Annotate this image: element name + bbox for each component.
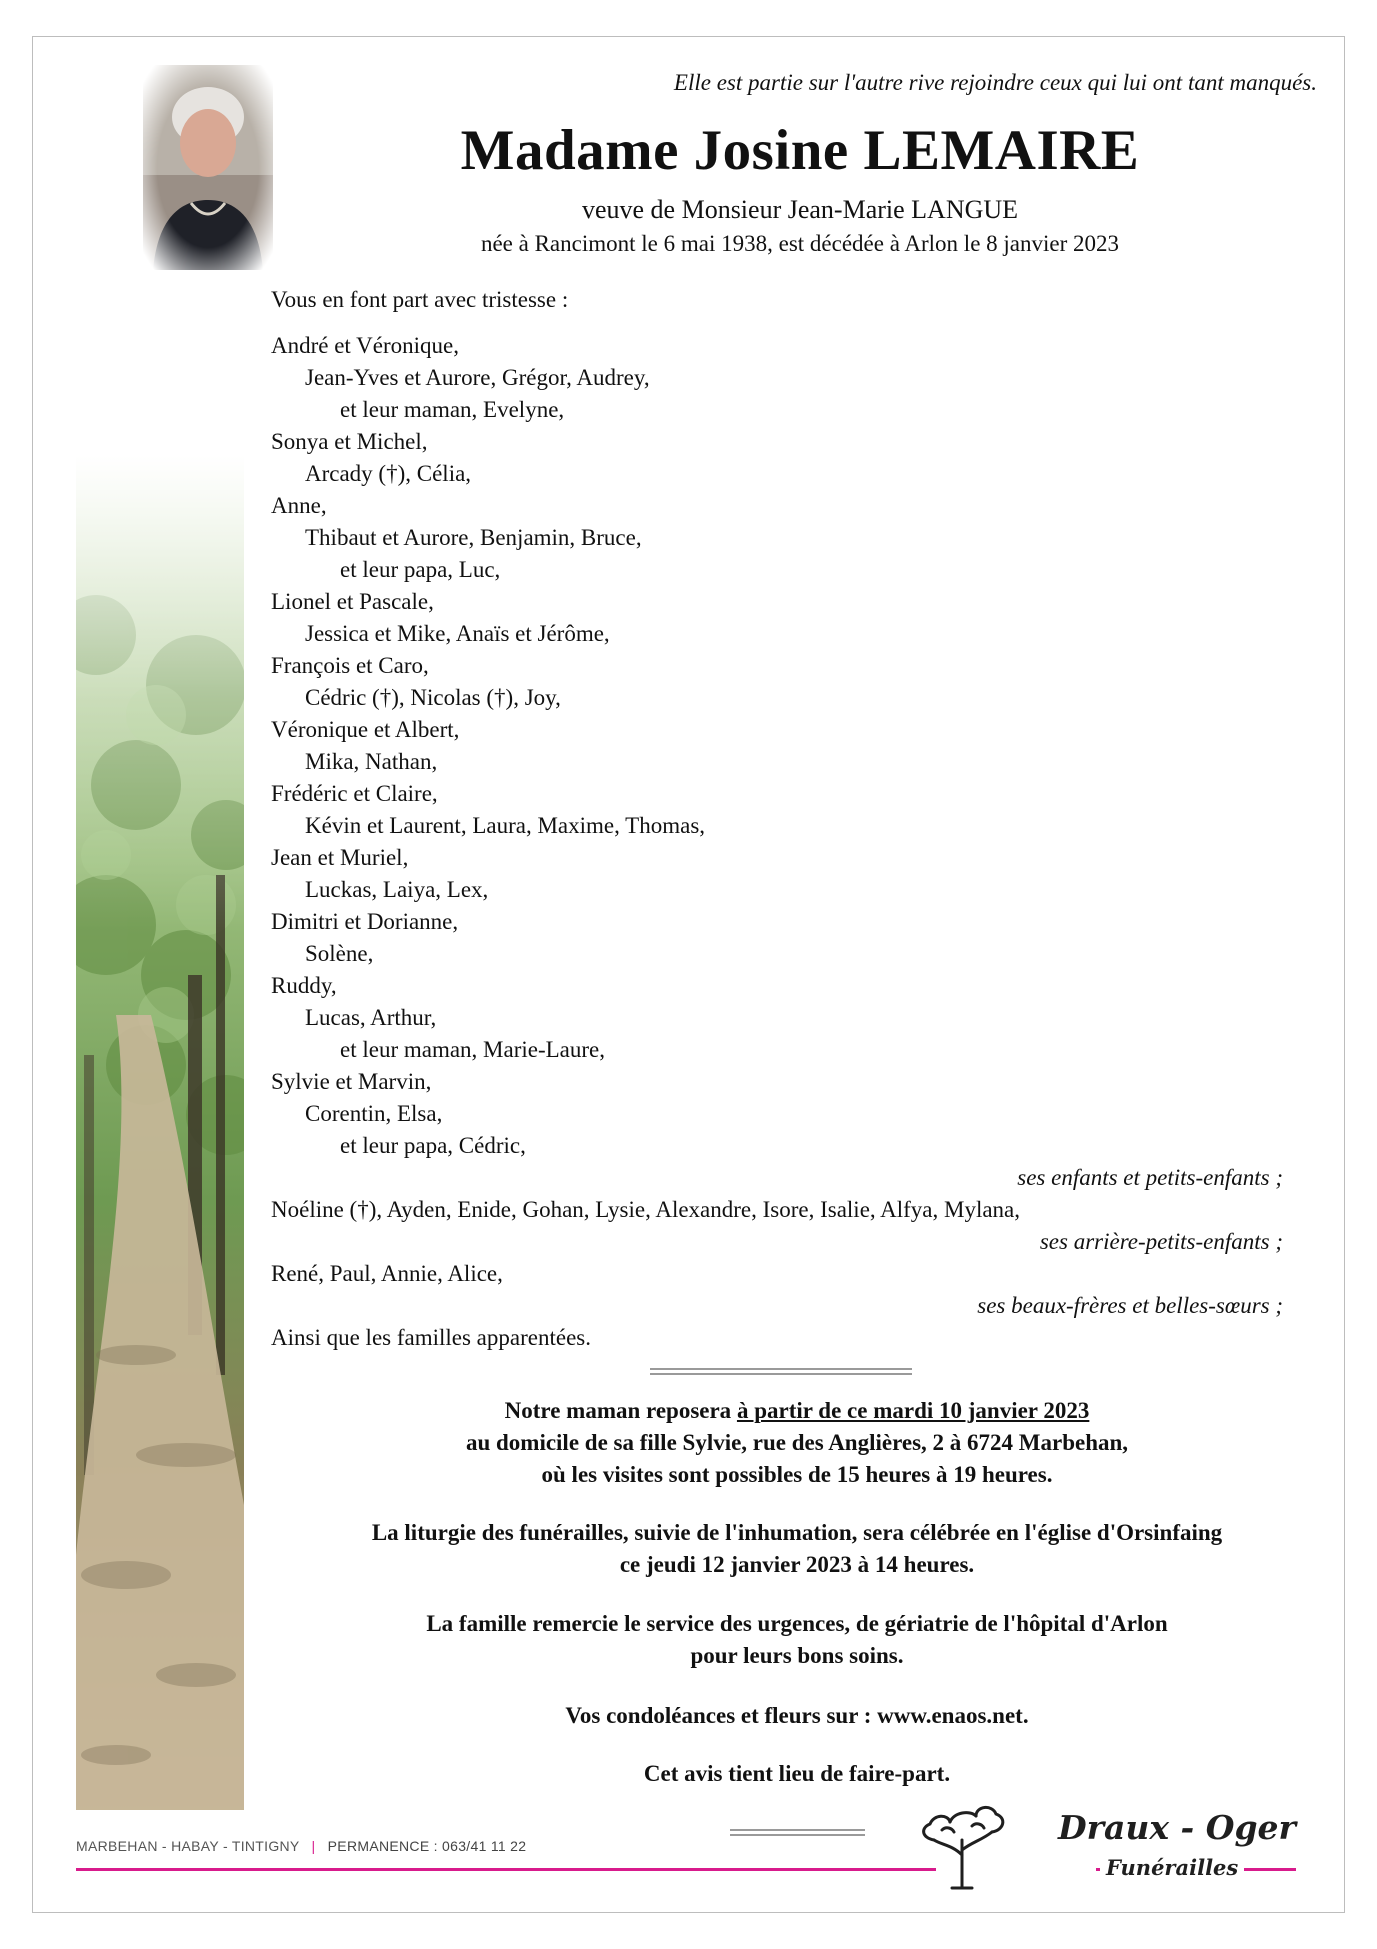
wake-line-3: où les visites sont possibles de 15 heures à 19 heures.	[541, 1462, 1053, 1487]
wake-line-2: au domicile de sa fille Sylvie, rue des Anglières, 2 à 6724 Marbehan,	[465, 1430, 1129, 1455]
footer-locations: MARBEHAN - HABAY - TINTIGNY	[76, 1838, 300, 1854]
family-line: Ainsi que les familles apparentées.	[271, 1325, 591, 1350]
footer-accent-line	[76, 1868, 936, 1871]
epitaph-quote: Elle est partie sur l'autre rive rejoindre ceux qui lui ont tant manqués.	[673, 70, 1317, 95]
wake-line-1: Notre maman reposera à partir de ce mardi 10 janvier 2023	[504, 1398, 1090, 1423]
widow-of-line: veuve de Monsieur Jean-Marie LANGUE	[581, 195, 1019, 224]
family-line: Noéline (†), Ayden, Enide, Gohan, Lysie, Alexandre, Isore, Isalie, Alfya, Mylana,	[271, 1197, 1021, 1222]
birth-death-line: née à Rancimont le 6 mai 1938, est décédée à Arlon le 8 janvier 2023	[480, 231, 1120, 256]
liturgy-notice	[262, 1517, 1332, 1581]
family-line: François et Caro,	[271, 653, 429, 678]
thanks-line-1: La famille remercie le service des urgences, de gériatrie de l'hôpital d'Arlon	[426, 1611, 1168, 1636]
family-line: et leur maman, Evelyne,	[340, 397, 565, 422]
closing-line: Cet avis tient lieu de faire-part.	[643, 1761, 951, 1786]
family-line: Luckas, Laiya, Lex,	[305, 877, 489, 902]
wake-date-underlined: à partir de ce mardi 10 janvier 2023	[736, 1398, 1090, 1423]
family-line: André et Véronique,	[271, 333, 459, 358]
forest-path-image	[76, 455, 244, 1810]
family-line: Lionel et Pascale,	[271, 589, 434, 614]
family-line: et leur maman, Marie-Laure,	[340, 1037, 606, 1062]
condolences-line: Vos condoléances et fleurs sur : www.enaos.net.	[565, 1703, 1029, 1728]
family-line: Anne,	[271, 493, 327, 518]
liturgy-line-1: La liturgie des funérailles, suivie de l'inhumation, sera célébrée en l'église d'Orsinfaing	[371, 1520, 1223, 1545]
funeral-home-name: Draux - Oger	[1058, 1808, 1296, 1847]
family-line: Dimitri et Dorianne,	[271, 909, 459, 934]
family-list	[271, 330, 1321, 1354]
tree-logo-icon	[912, 1800, 1012, 1890]
family-line: René, Paul, Annie, Alice,	[271, 1261, 503, 1286]
relation-caption: ses enfants et petits-enfants ;	[1017, 1165, 1283, 1190]
section-divider	[650, 1368, 912, 1375]
family-line: Mika, Nathan,	[305, 749, 438, 774]
thanks-line-2: pour leurs bons soins.	[690, 1643, 904, 1668]
footer-contact	[76, 1838, 526, 1854]
family-line: Kévin et Laurent, Laura, Maxime, Thomas,	[305, 813, 706, 838]
family-line: Frédéric et Claire,	[271, 781, 438, 806]
family-line: et leur papa, Cédric,	[340, 1133, 526, 1158]
family-line: et leur papa, Luc,	[340, 557, 501, 582]
family-line: Sonya et Michel,	[271, 429, 428, 454]
family-line: Sylvie et Marvin,	[271, 1069, 432, 1094]
wake-notice	[262, 1395, 1332, 1491]
thanks-notice	[262, 1608, 1332, 1672]
footer-permanence: PERMANENCE : 063/41 11 22	[327, 1838, 527, 1854]
deceased-name: Madame Josine LEMAIRE	[460, 119, 1140, 182]
relation-caption: ses beaux-frères et belles-sœurs ;	[977, 1293, 1283, 1318]
footer-divider	[730, 1829, 865, 1836]
family-line: Thibaut et Aurore, Benjamin, Bruce,	[305, 525, 642, 550]
family-line: Arcady (†), Célia,	[305, 461, 472, 486]
family-line: Jean-Yves et Aurore, Grégor, Audrey,	[305, 365, 650, 390]
family-line: Ruddy,	[271, 973, 337, 998]
family-line: Jessica et Mike, Anaïs et Jérôme,	[305, 621, 610, 646]
family-line: Cédric (†), Nicolas (†), Joy,	[305, 685, 561, 710]
funeral-home-subtitle: Funérailles	[1100, 1855, 1244, 1880]
family-line: Lucas, Arthur,	[305, 1005, 437, 1030]
relation-caption: ses arrière-petits-enfants ;	[1039, 1229, 1283, 1254]
family-line: Véronique et Albert,	[271, 717, 460, 742]
announcement-intro: Vous en font part avec tristesse :	[271, 287, 569, 312]
footer-separator: |	[311, 1838, 316, 1854]
portrait-photo	[143, 65, 273, 270]
family-line: Jean et Muriel,	[271, 845, 409, 870]
liturgy-line-2: ce jeudi 12 janvier 2023 à 14 heures.	[619, 1552, 975, 1577]
family-line: Corentin, Elsa,	[305, 1101, 443, 1126]
family-line: Solène,	[305, 941, 374, 966]
